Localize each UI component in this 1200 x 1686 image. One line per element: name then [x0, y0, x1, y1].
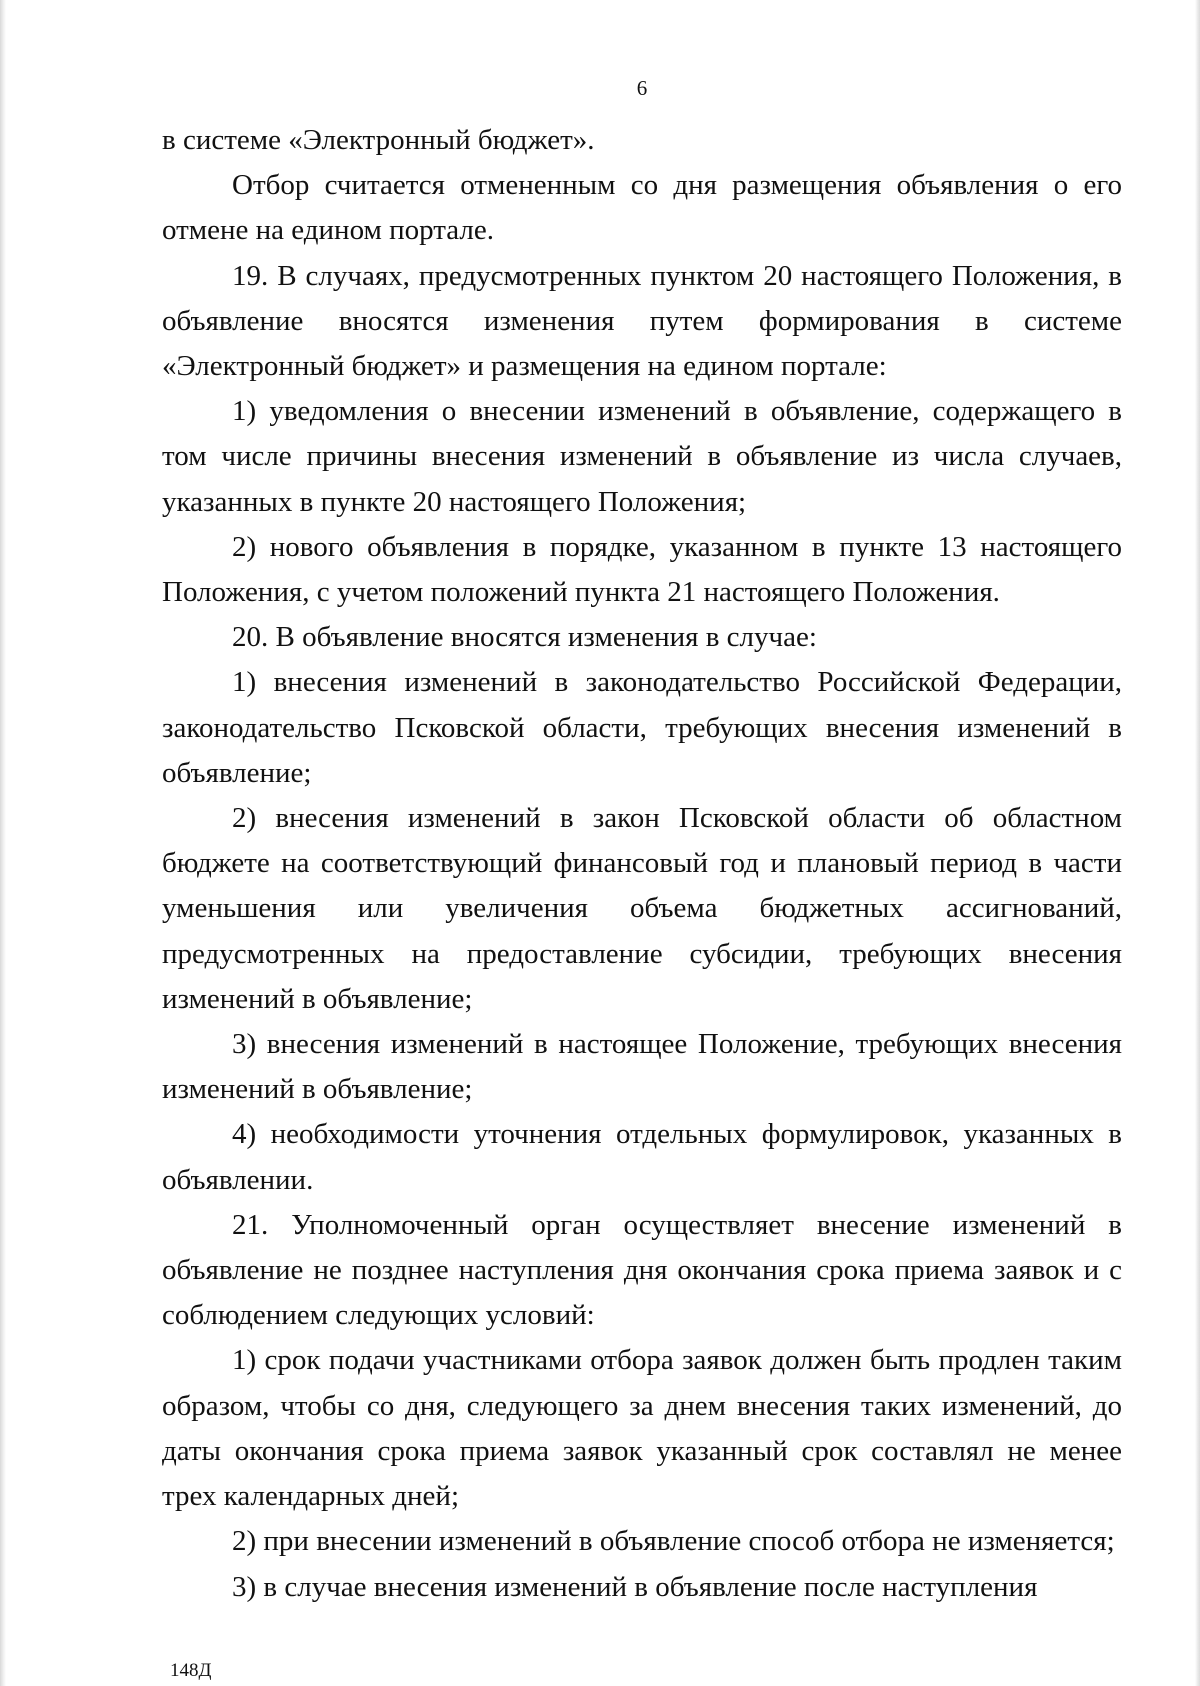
paragraph: 2) нового объявления в порядке, указанном в пункте 13 настоящего Положения, с учетом положений пункта 21 настоящего Положения. — [162, 530, 1122, 609]
paragraph: Отбор считается отмененным со дня размещения объявления о его отмене на едином портале. — [162, 169, 1122, 247]
page-number: 6 — [636, 76, 648, 100]
paragraph: 2) внесения изменений в закон Псковской области об областном бюджете на соответствующий финансовый год и плановый период в части уменьшения или увеличения объема бюджетных ассигнований, предусмотренных на предоставление субсидии, требующих внесения изменений в объявление; — [162, 802, 1122, 1015]
paragraph: 3) внесения изменений в настоящее Положение, требующих внесения изменений в объявление; — [162, 1028, 1122, 1106]
document-page — [162, 0, 1122, 1686]
paragraph: 20. В объявление вносятся изменения в случае: — [232, 621, 817, 654]
paragraph: в системе «Электронный бюджет». — [162, 124, 595, 156]
document-code: 148Д — [170, 1660, 212, 1681]
scan-edge-right — [1195, 0, 1200, 1686]
paragraph: 21. Уполномоченный орган осуществляет внесение изменений в объявление не позднее наступления дня окончания срока приема заявок и с соблюдением следующих условий: — [162, 1208, 1122, 1332]
paragraph: 3) в случае внесения изменений в объявление после наступления — [232, 1570, 1038, 1603]
paragraph: 1) срок подачи участниками отбора заявок должен быть продлен таким образом, чтобы со дня, следующего за днем внесения таких изменений, до даты окончания срока приема заявок указанный срок составлял не менее трех календарных дней; — [162, 1344, 1122, 1513]
paragraph: 2) при внесении изменений в объявление способ отбора не изменяется; — [232, 1525, 1115, 1558]
document-body — [162, 118, 1122, 1610]
paragraph: 1) уведомления о внесении изменений в объявление, содержащего в том числе причины внесения изменений в объявление из числа случаев, указанных в пункте 20 настоящего Положения; — [162, 395, 1122, 518]
paragraph: 4) необходимости уточнения отдельных формулировок, указанных в объявлении. — [162, 1118, 1122, 1196]
scan-edge-left — [0, 0, 6, 1686]
paragraph: 1) внесения изменений в законодательство Российской Федерации, законодательство Псковской области, требующих внесения изменений в объявление; — [162, 666, 1122, 789]
paragraph: 19. В случаях, предусмотренных пунктом 20 настоящего Положения, в объявление вносятся изменения путем формирования в системе «Электронный бюджет» и размещения на едином портале: — [162, 259, 1122, 383]
